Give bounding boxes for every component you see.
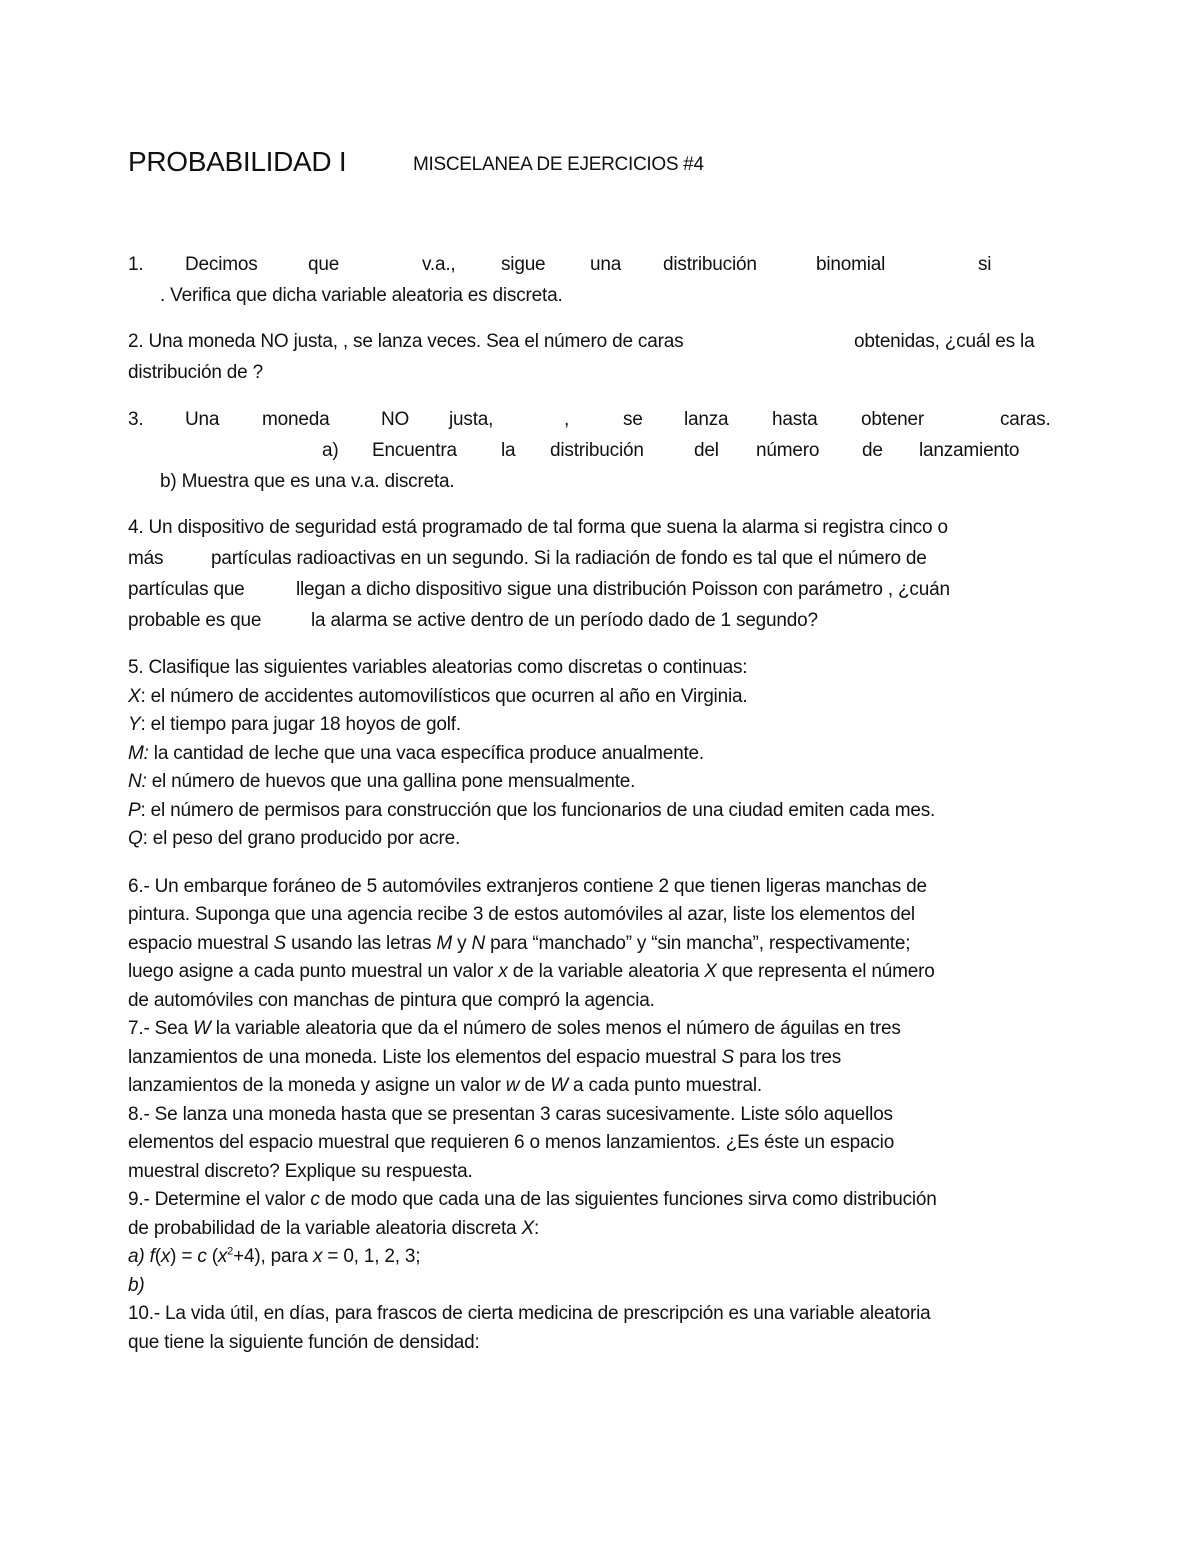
exercise-7-line-2 [128,1047,1072,1069]
exercise-5-item-m [128,743,1072,765]
word: binomial [816,254,886,275]
text-segment: ( [206,1246,218,1267]
variable-n: N [471,933,486,954]
variable-label: X [128,686,141,707]
exercise-9-item-b [128,1275,1072,1297]
text-segment: que representa el número [716,961,935,982]
exercise-number: 3. [128,409,144,430]
word: Una [185,409,220,430]
document-subtitle: MISCELANEA DE EJERCICIOS #4 [413,154,704,175]
text-segment: de modo que cada una de las siguientes funciones sirva como distribución [319,1189,937,1210]
text-segment: +4), para [233,1246,313,1267]
word: lanzamiento [919,440,1020,461]
text-segment: partículas que [128,579,245,600]
exercise-9-line-1 [128,1189,1072,1211]
text-segment: de probabilidad de la variable aleatoria discreta [128,1218,522,1239]
word: hasta [772,409,818,430]
variable-s: S [721,1047,734,1068]
item-text: la cantidad de leche que una vaca específica produce anualmente. [148,743,705,764]
word: Encuentra [372,440,457,461]
exercise-5-item-x [128,686,1072,708]
exercise-8-line-3: muestral discreto? Explique su respuesta. [128,1161,473,1182]
item-label: b) [128,1275,145,1296]
exercise-9-item-a: a) f(x) = c $(x^2+4)$, para x = 0, 1, 2, 3; [128,1245,421,1267]
variable-c: c [197,1246,207,1267]
word: NO [381,409,410,430]
exercise-2-line-1 [128,331,1072,353]
text-segment: probable es que [128,610,262,631]
item-text: el número de huevos que una gallina pone mensualmente. [146,771,636,792]
variable-x: x [498,961,508,982]
exercise-1-line-2: . Verifica que dicha variable aleatoria es discreta. [160,285,563,306]
variable-x-upper: X [521,1218,534,1239]
item-label: a) [128,1246,145,1267]
text-segment: la variable aleatoria que da el número de soles menos el número de águilas en tres [210,1018,901,1039]
variable-w: w [505,1075,520,1096]
word: justa, [449,409,494,430]
exercise-2-line-2: distribución de ? [128,362,263,383]
word: Decimos [185,254,258,275]
word: si [978,254,992,275]
item-text: : el tiempo para jugar 18 hoyos de golf. [140,714,461,735]
exercise-5-intro: 5. Clasifique las siguientes variables aleatorias como discretas o continuas: [128,657,748,678]
word: v.a., [422,254,456,275]
exercise-6-line-1: 6.- Un embarque foráneo de 5 automóviles extranjeros contiene 2 que tienen ligeras manchas de [128,876,927,897]
text-segment: para “manchado” y “sin mancha”, respectivamente; [485,933,911,954]
word: se [623,409,643,430]
exercise-3-line-3: b) Muestra que es una v.a. discreta. [160,471,455,492]
text-segment: ) = [170,1246,198,1267]
exercise-5-item-n [128,771,1072,793]
exponent: 2 [227,1245,234,1258]
exercise-10-line-2: que tiene la siguiente función de densidad: [128,1332,480,1353]
text-segment: 9.- Determine el valor [128,1189,311,1210]
item-text: : el número de permisos para construcción que los funcionarios de una ciudad emiten cada mes. [140,800,936,821]
variable-m: M [436,933,453,954]
word: una [590,254,622,275]
variable-label: P [128,800,141,821]
variable-x-upper: X [704,961,717,982]
text-segment: llegan a dicho dispositivo sigue una distribución Poisson con parámetro , ¿cuán [296,579,950,600]
exercise-5-item-q [128,828,1072,850]
variable-label: N: [128,771,147,792]
exercise-7-line-3 [128,1075,1072,1097]
exercise-number: 1. [128,254,144,275]
text-segment: para los tres [733,1047,842,1068]
word: que [308,254,340,275]
text-segment: más [128,548,164,569]
text-segment: 7.- Sea [128,1018,193,1039]
word: del [694,440,719,461]
text-segment: y [452,933,472,954]
word: lanza [684,409,729,430]
variable-w-upper: W [550,1075,568,1096]
word: , [564,409,570,430]
exercise-8-line-1: 8.- Se lanza una moneda hasta que se presentan 3 caras sucesivamente. Liste sólo aquellos [128,1104,893,1125]
text-segment: luego asigne a cada punto muestral un valor [128,961,499,982]
word: distribución [550,440,644,461]
variable-label: M: [128,743,149,764]
word: a) [322,440,339,461]
exercise-5-item-y [128,714,1072,736]
text-segment: la alarma se active dentro de un período dado de 1 segundo? [311,610,818,631]
text-segment: = 0, 1, 2, 3; [322,1246,421,1267]
exercise-6-line-4 [128,961,1072,983]
item-text: : el número de accidentes automovilísticos que ocurren al año en Virginia. [140,686,748,707]
exercise-8-line-2: elementos del espacio muestral que requieren 6 o menos lanzamientos. ¿Es éste un espacio [128,1132,895,1153]
variable-x: x [160,1246,171,1267]
variable-c: c [310,1189,320,1210]
word: distribución [663,254,757,275]
exercise-9-line-2 [128,1218,1072,1240]
word: obtener [861,409,925,430]
variable-label: Y [128,714,141,735]
text-segment: usando las letras [286,933,437,954]
word: caras. [1000,409,1051,430]
word: de [862,440,883,461]
text-segment: 2. Una moneda NO justa, , se lanza veces. Sea el número de caras [128,331,684,352]
exercise-4-line-3 [128,579,1072,601]
item-text: : el peso del grano producido por acre. [142,828,461,849]
exercise-5-item-p [128,800,1072,822]
variable-label: Q [128,828,143,849]
word: la [501,440,516,461]
text-segment: obtenidas, ¿cuál es la [854,331,1035,352]
exercise-6-line-5: de automóviles con manchas de pintura que compró la agencia. [128,990,655,1011]
text-segment: de [519,1075,551,1096]
exercise-4-line-2 [128,548,1072,570]
exercise-6-line-3 [128,933,1072,955]
text-segment: de la variable aleatoria [507,961,705,982]
text-segment: a cada punto muestral. [567,1075,762,1096]
word: moneda [262,409,330,430]
variable-x: x [217,1246,228,1267]
exercise-6-line-2: pintura. Suponga que una agencia recibe 3 de estos automóviles al azar, liste los elementos del [128,904,915,925]
text-segment: espacio muestral [128,933,274,954]
variable-w-upper: W [192,1018,211,1039]
exercise-7-line-1 [128,1018,1072,1040]
exercise-4-line-4 [128,610,1072,632]
variable-s: S [273,933,286,954]
function-f: f [149,1246,155,1267]
exercise-10-line-1: 10.- La vida útil, en días, para frascos de cierta medicina de prescripción es una variable aleatoria [128,1303,931,1324]
text-segment: lanzamientos de una moneda. Liste los elementos del espacio muestral [128,1047,722,1068]
word: número [756,440,820,461]
exercise-4-line-1: 4. Un dispositivo de seguridad está programado de tal forma que suena la alarma si registra cinco o [128,517,948,538]
variable-x: x [312,1246,323,1267]
document-title: PROBABILIDAD I [128,146,347,177]
text-segment: partículas radioactivas en un segundo. Si la radiación de fondo es tal que el número de [211,548,927,569]
text-segment: : [533,1218,540,1239]
word: sigue [501,254,546,275]
text-segment: lanzamientos de la moneda y asigne un valor [128,1075,506,1096]
